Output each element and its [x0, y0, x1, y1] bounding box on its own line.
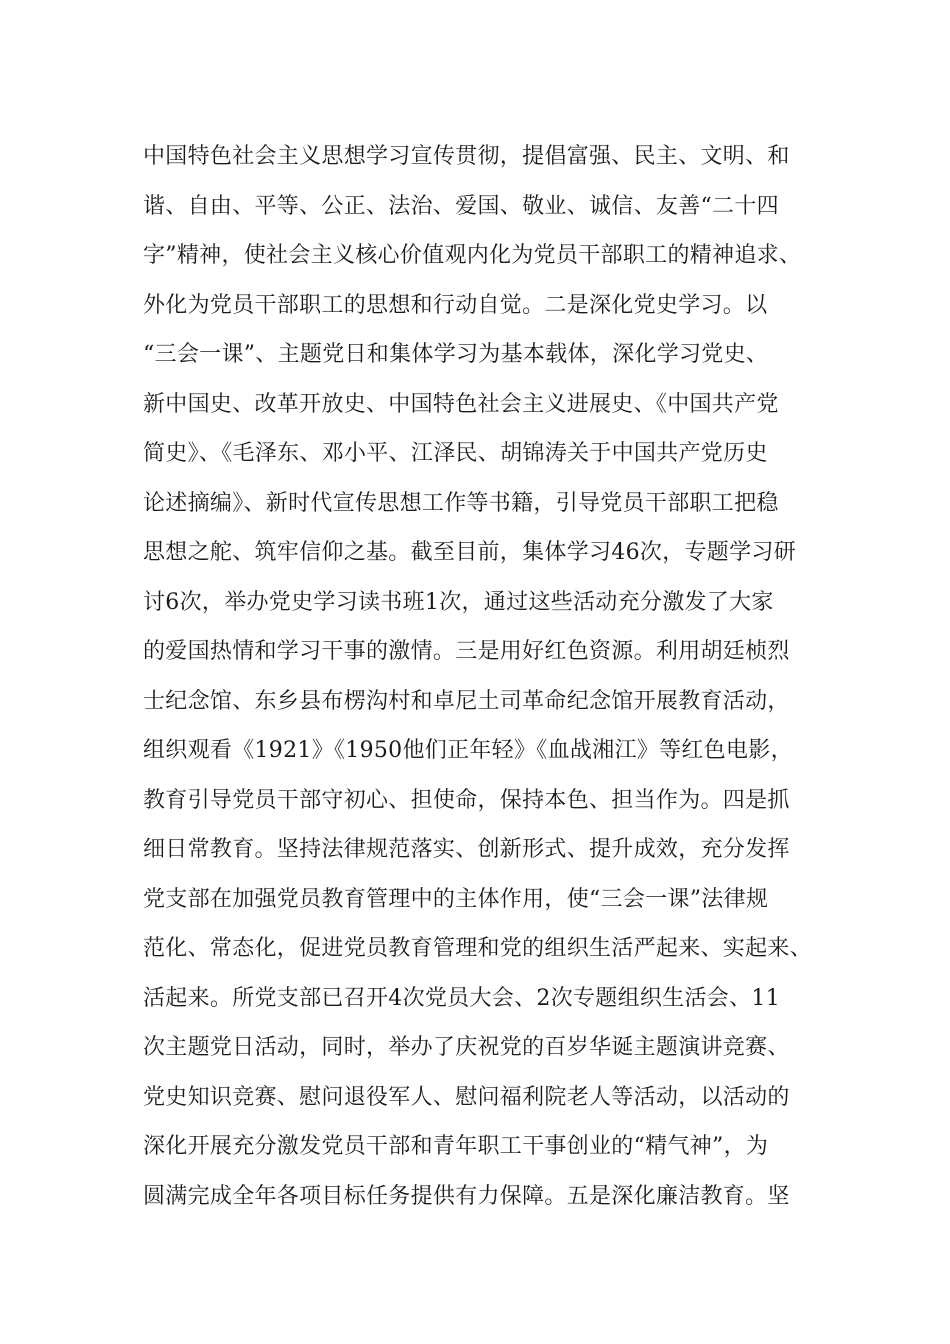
text-line: 党史知识竞赛、慰问退役军人、慰问福利院老人等活动，以活动的 — [143, 1084, 790, 1110]
body-text — [143, 132, 843, 1221]
text-line: 字”精神，使社会主义核心价值观内化为党员干部职工的精神追求、 — [143, 243, 802, 268]
text-line: 细日常教育。坚持法律规范落实、创新形式、提升成效，充分发挥 — [143, 837, 790, 862]
text-line: 深化开展充分激发党员干部和青年职工干事创业的“精气神”，为 — [143, 1134, 769, 1159]
text-line: 组织观看《1921》《1950他们正年轻》《血战湘江》等红色电影， — [143, 738, 793, 763]
text-line: 新中国史、改革开放史、中国特色社会主义进展史、《中国共产党 — [143, 391, 779, 417]
text-line: 论述摘编》、新时代宣传思想工作等书籍，引导党员干部职工把稳 — [143, 490, 779, 516]
text-line: 思想之舵、筑牢信仰之基。截至目前，集体学习46次，专题学习研 — [143, 540, 796, 565]
text-line: “三会一课”、主题党日和集体学习为基本载体，深化学习党史、 — [143, 342, 769, 367]
text-line: 谐、自由、平等、公正、法治、爱国、敬业、诚信、友善“二十四 — [143, 193, 779, 219]
text-line: 的爱国热情和学习干事的激情。三是用好红色资源。利用胡廷桢烈 — [143, 639, 790, 664]
text-line: 中国特色社会主义思想学习宣传贯彻，提倡富强、民主、文明、和 — [143, 144, 790, 169]
text-line: 党支部在加强党员教育管理中的主体作用，使“三会一课”法律规 — [143, 886, 769, 912]
text-line: 士纪念馆、东乡县布楞沟村和卓尼土司革命纪念馆开展教育活动， — [143, 688, 790, 714]
text-line: 圆满完成全年各项目标任务提供有力保障。五是深化廉洁教育。坚 — [143, 1183, 790, 1209]
text-line: 简史》、《毛泽东、邓小平、江泽民、胡锦涛关于中国共产党历史 — [143, 441, 768, 466]
text-line: 范化、常态化，促进党员教育管理和党的组织生活严起来、实起来、 — [143, 936, 813, 961]
text-line: 外化为党员干部职工的思想和行动自觉。二是深化党史学习。以 — [143, 292, 768, 318]
text-line: 次主题党日活动，同时，举办了庆祝党的百岁华诞主题演讲竞赛、 — [143, 1035, 790, 1060]
text-line: 讨6次，举办党史学习读书班1次，通过这些活动充分激发了大家 — [143, 589, 774, 615]
text-line: 教育引导党员干部守初心、担使命，保持本色、担当作为。四是抓 — [143, 787, 790, 813]
text-line: 活起来。所党支部已召开4次党员大会、2次专题组织生活会、11 — [143, 985, 780, 1011]
